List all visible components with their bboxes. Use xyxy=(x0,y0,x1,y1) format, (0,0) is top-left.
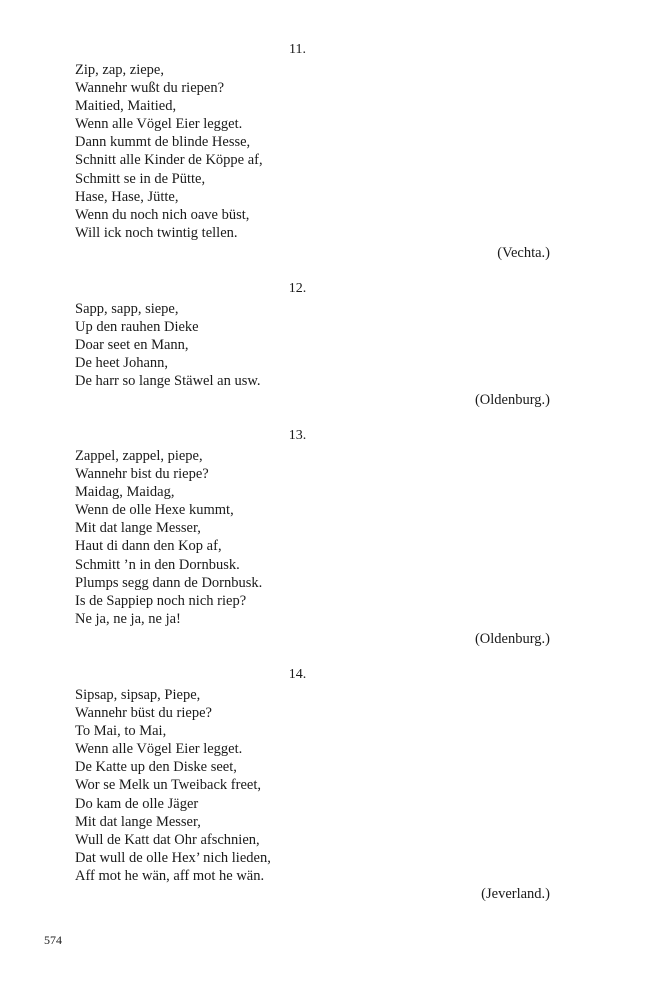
verse-line: Doar seet en Mann, xyxy=(75,337,189,354)
verse-lines xyxy=(75,686,271,885)
verse-line: Schnitt alle Kinder de Köppe af, xyxy=(75,152,263,169)
verse-lines xyxy=(75,300,261,390)
verse-line: Wannehr büst du riepe? xyxy=(75,705,212,722)
verse-line: Wannehr wußt du riepen? xyxy=(75,80,225,97)
verse-line: Is de Sappiep noch nich riep? xyxy=(75,592,247,609)
verse-line: Dann kummt de blinde Hesse, xyxy=(75,134,251,151)
verse-line: Zip, zap, ziepe, xyxy=(75,62,164,78)
verse-lines xyxy=(75,447,262,628)
page-number: 574 xyxy=(44,933,62,947)
verse-line: Wenn de olle Hexe kummt, xyxy=(75,502,234,519)
poem-number: 11. xyxy=(289,42,306,57)
verse-line: Hase, Hase, Jütte, xyxy=(75,188,179,205)
poem-number: 13. xyxy=(288,428,307,443)
verse-line: Sipsap, sipsap, Piepe, xyxy=(75,687,201,703)
poem-number: 12. xyxy=(288,281,307,296)
verse-line: Wor se Melk un Tweiback freet, xyxy=(75,777,261,794)
verse-line: To Mai, to Mai, xyxy=(75,723,167,740)
verse-line: De Katte up den Diske seet, xyxy=(75,759,237,776)
verse-line: Wull de Katt dat Ohr afschnien, xyxy=(75,831,260,848)
poem-source: (Oldenburg.) xyxy=(474,392,550,408)
verse-line: Up den rauhen Dieke xyxy=(75,319,199,336)
poem-number: 14. xyxy=(288,667,307,682)
verse-line: Wannehr bist du riepe? xyxy=(75,466,209,483)
verse-line: Maidag, Maidag, xyxy=(75,484,175,501)
verse-line: Ne ja, ne ja, ne ja! xyxy=(75,610,181,627)
verse-line: Plumps segg dann de Dornbusk. xyxy=(75,574,263,591)
verse-line: Schmitt ’n in den Dornbusk. xyxy=(75,556,240,573)
verse-line: Dat wull de olle Hex’ nich lieden, xyxy=(75,849,271,866)
verse-line: De harr so lange Stäwel an usw. xyxy=(75,373,261,390)
verse-line: Wenn du noch nich oave büst, xyxy=(75,206,250,223)
verse-line: Will ick noch twintig tellen. xyxy=(75,224,238,241)
verse-line: Mit dat lange Messer, xyxy=(75,520,201,537)
verse-line: Maitied, Maitied, xyxy=(75,98,177,115)
verse-line: De heet Johann, xyxy=(75,355,169,372)
verse-line: Wenn alle Vögel Eier legget. xyxy=(75,116,243,133)
verse-lines xyxy=(75,61,263,242)
verse-line: Schmitt se in de Pütte, xyxy=(75,170,206,187)
poem-source: (Jeverland.) xyxy=(481,886,550,902)
poem-source: (Vechta.) xyxy=(497,245,550,261)
verse-line: Do kam de olle Jäger xyxy=(75,795,199,812)
poem-source: (Oldenburg.) xyxy=(474,631,550,647)
verse-line: Sapp, sapp, siepe, xyxy=(75,301,179,317)
verse-line: Aff mot he wän, aff mot he wän. xyxy=(75,867,265,884)
verse-line: Wenn alle Vögel Eier legget. xyxy=(75,741,243,758)
verse-line: Haut di dann den Kop af, xyxy=(75,538,222,555)
verse-line: Mit dat lange Messer, xyxy=(75,813,201,830)
verse-line: Zappel, zappel, piepe, xyxy=(75,448,203,464)
